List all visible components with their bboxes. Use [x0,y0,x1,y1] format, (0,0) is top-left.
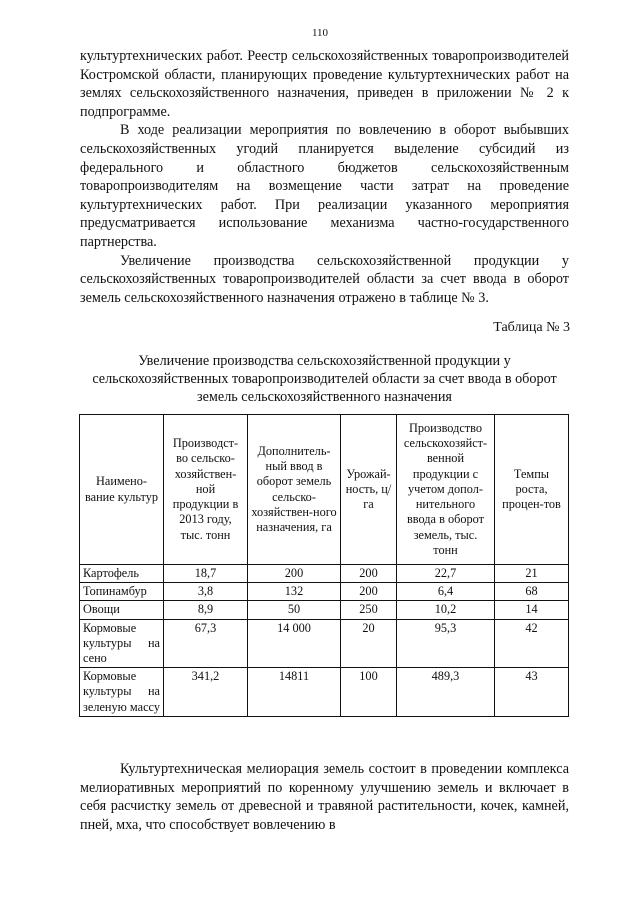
header-cell: Производст-во сельско-хозяйствен-ной продукции в 2013 году, тыс. тонн [164,415,248,565]
table-title: Увеличение производства сельскохозяйственной продукции у сельскохозяйственных товаропроизводителей области за счет ввода в оборот земель сельскохозяйственного назначения [92,353,557,405]
table-header-row [80,415,569,565]
table-cell: 10,2 [397,601,495,619]
table-cell: 67,3 [164,619,248,668]
table-row [80,619,569,668]
table-cell: 489,3 [397,668,495,717]
table-cell: Кормовые культуры на зеленую массу [80,668,164,717]
paragraph: В ходе реализации мероприятия по вовлечению в оборот выбывших сельскохозяйственных угодий планируется выделение субсидий из федерального и областного бюджетов сельскохозяйственным товаропроизводителям на возмещение части затрат на проведение культуртехнических работ. При реализации указанного мероприятия предусматривается использование механизма частно-государственного партнерства. [80,122,569,250]
table-cell: 8,9 [164,601,248,619]
header-cell: Наимено-вание культур [80,415,164,565]
table-cell: 200 [341,565,397,583]
table-cell: Кормовые культуры на сено [80,619,164,668]
table-cell: 21 [495,565,569,583]
intro-text [80,47,569,307]
table-cell: 6,4 [397,583,495,601]
table-row [80,601,569,619]
table-cell: Овощи [80,601,164,619]
table-row [80,668,569,717]
header-cell: Производство сельскохозяйст-венной продукции с учетом допол-нительного ввода в оборот земель, тыс. тонн [397,415,495,565]
table-cell: 50 [248,601,341,619]
table-cell: 250 [341,601,397,619]
table-cell: 200 [341,583,397,601]
page-number: 110 [311,27,329,39]
production-table [79,414,569,717]
table-cell: 200 [248,565,341,583]
table-cell: 42 [495,619,569,668]
table-cell: 18,7 [164,565,248,583]
table-cell: 68 [495,583,569,601]
table-cell: 43 [495,668,569,717]
table-cell: 132 [248,583,341,601]
header-cell: Урожай-ность, ц/га [341,415,397,565]
paragraph: Увеличение производства сельскохозяйственной продукции у сельскохозяйственных товаропроизводителей области за счет ввода в оборот земель сельскохозяйственного назначения отражено в таблице № 3. [80,252,569,306]
table-row [80,565,569,583]
table-cell: Топинамбур [80,583,164,601]
table-cell: 22,7 [397,565,495,583]
table-row [80,583,569,601]
paragraph: культуртехнических работ. Реестр сельскохозяйственных товаропроизводителей Костромской области, планирующих проведение культуртехнических работ на землях сельскохозяйственного назначения, приведен в приложении № 2 к подпрограмме. [80,48,569,120]
table-cell: 14811 [248,668,341,717]
paragraph: Культуртехническая мелиорация земель состоит в проведении комплекса мелиоративных мероприятий по коренному улучшению земель и включает в себя расчистку земель от древесной и травяной растительности, кочек, камней, пней, мха, что способствует вовлечению в [80,761,569,833]
closing-text [80,760,569,834]
table-cell: 20 [341,619,397,668]
header-cell: Дополнитель-ный ввод в оборот земель сельско-хозяйствен-ного назначения, га [248,415,341,565]
table-cell: 14 000 [248,619,341,668]
header-cell: Темпы роста, процен-тов [495,415,569,565]
table-cell: 341,2 [164,668,248,717]
table-cell: 14 [495,601,569,619]
table-cell: 95,3 [397,619,495,668]
table-number: Таблица № 3 [493,320,570,335]
table-cell: 100 [341,668,397,717]
table-cell: Картофель [80,565,164,583]
table-cell: 3,8 [164,583,248,601]
